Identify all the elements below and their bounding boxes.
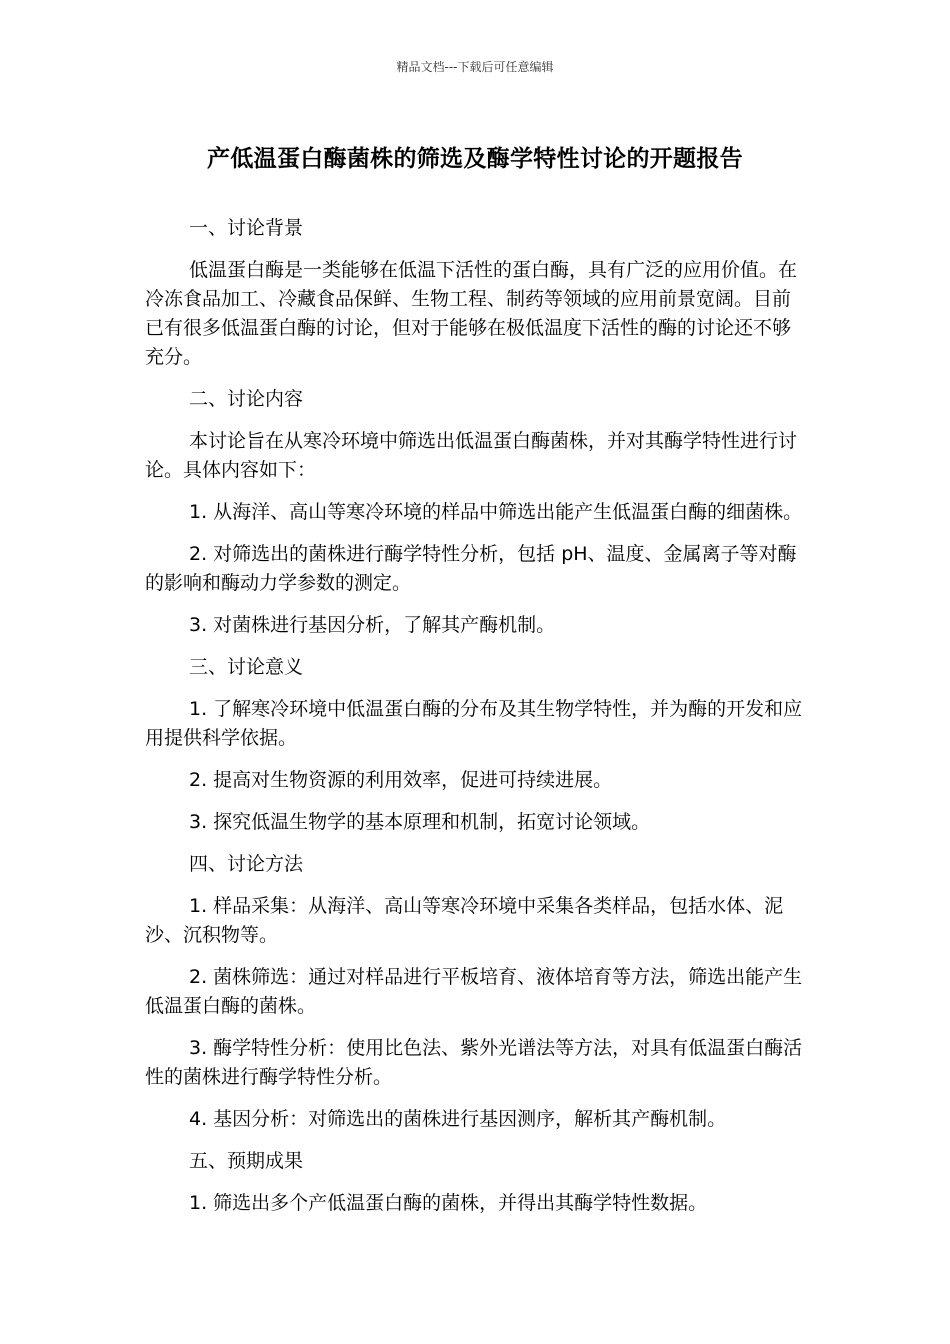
document-title: 产低温蛋白酶菌株的筛选及酶学特性讨论的开题报告	[207, 146, 743, 172]
list-item-significance-3: 3. 探究低温生物学的基本原理和机制，拓宽讨论领域。	[189, 811, 651, 833]
page-header: 精品文档---下载后可任意编辑	[396, 60, 554, 74]
paragraph-content-intro: 本讨论旨在从寒冷环境中筛选出低温蛋白酶菌株，并对其酶学特性进行讨论。具体内容如下：	[145, 430, 798, 481]
paragraph-background: 低温蛋白酶是一类能够在低温下活性的蛋白酶，具有广泛的应用价值。在冷冻食品加工、冷藏食品保鲜、生物工程、制药等领域的应用前景宽阔。目前已有很多低温蛋白酶的讨论，但对于能够在极低温度下活性的酶的讨论还不够充分。	[145, 259, 798, 368]
list-item-content-2: 2. 对筛选出的菌株进行酶学特性分析，包括 pH、温度、金属离子等对酶的影响和酶动力学参数的测定。	[145, 543, 797, 594]
section-heading-background: 一、讨论背景	[189, 217, 304, 239]
section-heading-content: 二、讨论内容	[189, 388, 304, 410]
list-item-significance-2: 2. 提高对生物资源的利用效率，促进可持续进展。	[189, 769, 613, 791]
list-item-results-1: 1. 筛选出多个产低温蛋白酶的菌株，并得出其酶学特性数据。	[189, 1192, 708, 1214]
list-item-content-3: 3. 对菌株进行基因分析，了解其产酶机制。	[189, 614, 556, 636]
list-item-methods-1: 1. 样品采集：从海洋、高山等寒冷环境中采集各类样品，包括水体、泥沙、沉积物等。	[145, 895, 784, 946]
list-item-content-1: 1. 从海洋、高山等寒冷环境的样品中筛选出能产生低温蛋白酶的细菌株。	[189, 501, 803, 523]
section-heading-expected-results: 五、预期成果	[189, 1150, 304, 1172]
section-heading-significance: 三、讨论意义	[189, 656, 304, 678]
list-item-methods-3: 3. 酶学特性分析：使用比色法、紫外光谱法等方法，对具有低温蛋白酶活性的菌株进行酶学特性分析。	[145, 1037, 803, 1088]
document-body	[145, 214, 805, 1231]
section-heading-methods: 四、讨论方法	[189, 853, 304, 875]
list-item-methods-2: 2. 菌株筛选：通过对样品进行平板培育、液体培育等方法，筛选出能产生低温蛋白酶的菌株。	[145, 966, 803, 1017]
list-item-methods-4: 4. 基因分析：对筛选出的菌株进行基因测序，解析其产酶机制。	[189, 1108, 727, 1130]
list-item-significance-1: 1. 了解寒冷环境中低温蛋白酶的分布及其生物学特性，并为酶的开发和应用提供科学依据。	[145, 698, 803, 749]
